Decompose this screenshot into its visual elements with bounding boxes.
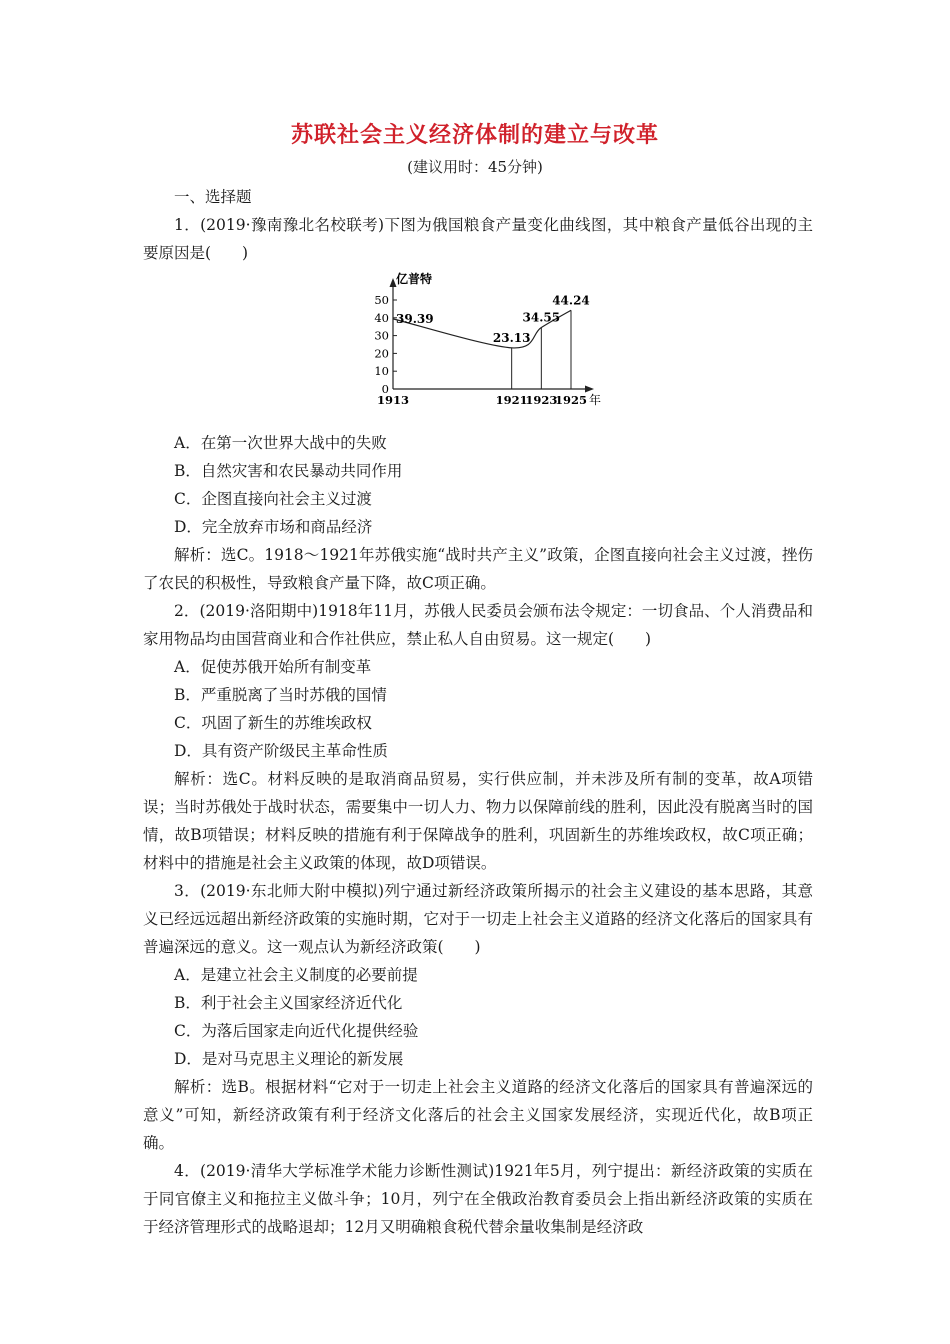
y-tick-label: 30: [374, 328, 389, 343]
data-label: 39.39: [396, 311, 434, 326]
question-3-option-b: B．利于社会主义国家经济近代化: [174, 994, 403, 1012]
question-2-option-c: C．巩固了新生的苏维埃政权: [174, 714, 372, 732]
question-1-option-a: A．在第一次世界大战中的失败: [174, 434, 387, 452]
x-tick-label: 1925: [554, 393, 588, 407]
data-label: 23.13: [492, 330, 531, 345]
y-tick-label: 40: [374, 310, 389, 325]
y-tick-label: 0: [381, 382, 389, 396]
question-2-stem: 2．(2019·洛阳期中)1918年11月，苏俄人民委员会颁布法令规定：一切食品、个人消费品和家用物品均由国营商业和合作社供应，禁止私人自由贸易。这一规定( ): [143, 602, 813, 648]
question-2-option-a: A．促使苏俄开始所有制变革: [174, 658, 372, 676]
y-axis-label: 亿普特: [396, 272, 433, 286]
question-1-option-b: B．自然灾害和农民暴动共同作用: [174, 462, 403, 480]
x-tick-label: 1923: [525, 393, 558, 407]
question-1-analysis: 解析：选C。1918～1921年苏俄实施“战时共产主义”政策，企图直接向社会主义过渡，挫伤了农民的积极性，导致粮食产量下降，故C项正确。: [143, 546, 813, 592]
y-tick-label: 50: [374, 293, 389, 307]
y-tick-label: 20: [374, 346, 389, 361]
y-tick-label: 10: [374, 364, 389, 379]
data-label: 34.55: [522, 310, 561, 325]
grain-output-chart: [143, 269, 813, 429]
question-3-analysis: 解析：选B。根据材料“它对于一切走上社会主义道路的经济文化落后的国家具有普遍深远的意义”可知，新经济政策有利于经济文化落后的社会主义国家发展经济，实现近代化，故B项正确。: [143, 1078, 813, 1152]
question-1-option-c: C．企图直接向社会主义过渡: [174, 490, 372, 508]
line-chart: [363, 269, 613, 429]
question-3-stem: 3．(2019·东北师大附中模拟)列宁通过新经济政策所揭示的社会主义建设的基本思路，其意义已经远远超出新经济政策的实施时期，它对于一切走上社会主义道路的经济文化落后的国家具有普遍深远的意义。这一观点认为新经济政策( ): [143, 882, 813, 956]
question-1-stem: 1．(2019·豫南豫北名校联考)下图为俄国粮食产量变化曲线图，其中粮食产量低谷出现的主要原因是( ): [143, 216, 813, 262]
question-2-option-d: D．具有资产阶级民主革命性质: [174, 742, 388, 760]
question-2-analysis: 解析：选C。材料反映的是取消商品贸易，实行供应制，并未涉及所有制的变革，故A项错误；当时苏俄处于战时状态，需要集中一切人力、物力以保障前线的胜利，因此没有脱离当时的国情，故B项错误；材料反映的措施有利于保障战争的胜利，巩固新生的苏维埃政权，故C项正确；材料中的措施是社会主义政策的体现，故D项错误。: [143, 770, 813, 872]
question-list: [143, 183, 813, 1241]
x-tick-label: 1921: [495, 393, 528, 407]
time-suggestion: (建议用时：45分钟): [407, 158, 543, 176]
question-4-stem: 4．(2019·清华大学标准学术能力诊断性测试)1921年5月，列宁提出：新经济政策的实质在于同官僚主义和拖拉主义做斗争；10月，列宁在全俄政治教育委员会上指出新经济政策的实质在于经济管理形式的战略退却；12月又明确粮食税代替余量收集制是经济政: [143, 1162, 813, 1236]
question-3-option-d: D．是对马克思主义理论的新发展: [174, 1050, 404, 1068]
x-axis-label: 年: [589, 393, 602, 407]
page-title: 苏联社会主义经济体制的建立与改革: [290, 123, 659, 148]
question-2-option-b: B．严重脱离了当时苏俄的国情: [174, 686, 387, 704]
question-3-option-a: A．是建立社会主义制度的必要前提: [174, 966, 418, 984]
data-label: 44.24: [552, 293, 590, 308]
question-1-option-d: D．完全放弃市场和商品经济: [174, 518, 373, 536]
x-tick-label: 1913: [376, 393, 410, 407]
question-3-option-c: C．为落后国家走向近代化提供经验: [174, 1022, 419, 1040]
section-heading: 一、选择题: [174, 188, 252, 206]
x-axis-arrow: [585, 386, 594, 393]
